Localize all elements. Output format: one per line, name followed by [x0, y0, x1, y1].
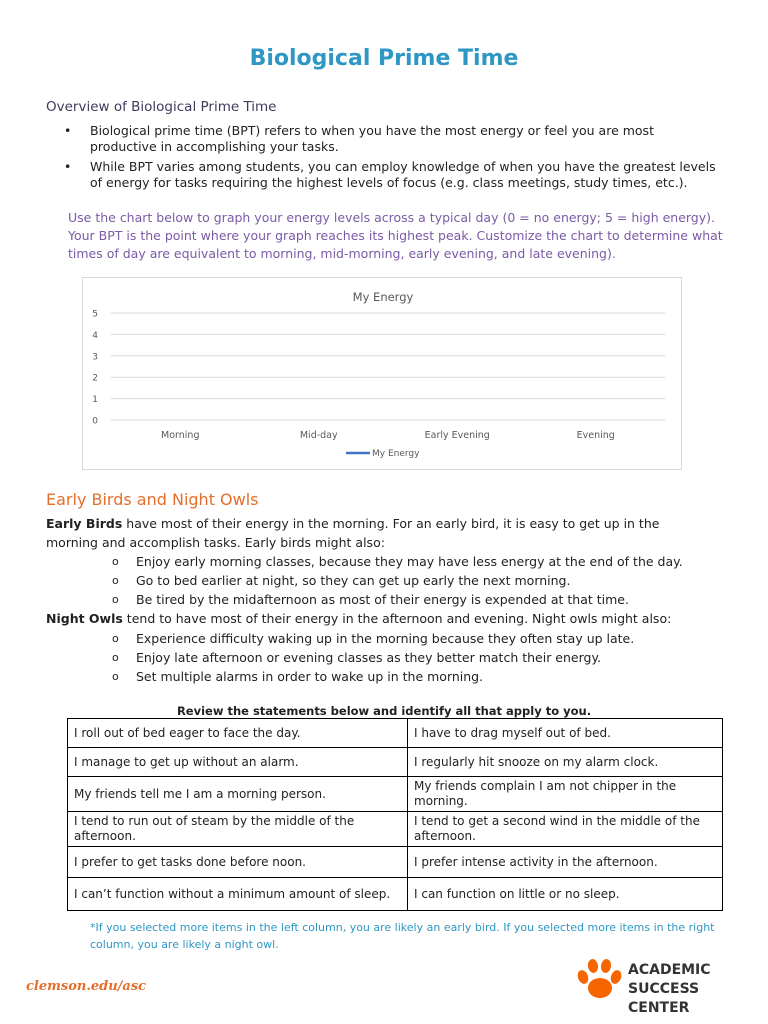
early-bird-statement[interactable]: I can’t function without a minimum amount of sleep.	[68, 878, 408, 911]
night-owl-statement[interactable]: My friends complain I am not chipper in the morning.	[408, 777, 723, 812]
table-row	[68, 847, 723, 878]
x-tick-label: Mid-day	[299, 430, 338, 441]
legend-label: My Energy	[372, 449, 420, 459]
overview-bullets	[64, 123, 724, 195]
early-birds-paragraph	[46, 514, 726, 552]
early-birds-label: Early Birds	[46, 516, 123, 531]
chart-title: My Energy	[352, 290, 414, 304]
table-row	[68, 812, 723, 847]
list-item: o Go to bed earlier at night, so they can get up early the next morning.	[112, 571, 712, 590]
night-owls-list	[112, 629, 712, 686]
x-tick-label: Evening	[576, 430, 615, 441]
table-row	[68, 777, 723, 812]
early-bird-statement[interactable]: I tend to run out of steam by the middle of the afternoon.	[68, 812, 408, 847]
y-tick-label: 3	[92, 352, 98, 363]
early-birds-night-owls-heading: Early Birds and Night Owls	[46, 490, 259, 509]
early-birds-text-1: have most of their energy in the morning. For an early bird, it is easy to get up in the	[122, 516, 660, 531]
page-title: Biological Prime Time	[249, 46, 519, 71]
early-birds-text-2: morning and accomplish tasks. Early birds might also:	[46, 535, 385, 550]
early-bird-statement[interactable]: I roll out of bed eager to face the day.	[68, 719, 408, 748]
logo-line-1: ACADEMIC	[628, 962, 711, 978]
list-item: o Set multiple alarms in order to wake up in the morning.	[112, 667, 712, 686]
night-owls-paragraph	[46, 609, 726, 628]
night-owl-statement[interactable]: I have to drag myself out of bed.	[408, 719, 723, 748]
energy-chart-svg	[83, 278, 683, 471]
y-tick-label: 4	[92, 330, 98, 341]
list-item: • Biological prime time (BPT) refers to when you have the most energy or feel you are most productive in accomplishing your tasks.	[64, 123, 724, 155]
list-item: o Enjoy late afternoon or evening classes as they better match their energy.	[112, 648, 712, 667]
list-item: o Experience difficulty waking up in the morning because they often stay up late.	[112, 629, 712, 648]
early-birds-list	[112, 552, 712, 609]
night-owl-statement[interactable]: I regularly hit snooze on my alarm clock.	[408, 748, 723, 777]
y-tick-label: 1	[92, 395, 98, 406]
night-owl-statement[interactable]: I prefer intense activity in the afternoon.	[408, 847, 723, 878]
night-owl-statement[interactable]: I tend to get a second wind in the middle of the afternoon.	[408, 812, 723, 847]
statements-caption: Review the statements below and identify all that apply to you.	[176, 704, 592, 718]
logo-text	[628, 961, 746, 1018]
early-bird-statement[interactable]: I prefer to get tasks done before noon.	[68, 847, 408, 878]
list-item: o Be tired by the midafternoon as most of their energy is expended at that time.	[112, 590, 712, 609]
energy-chart[interactable]	[82, 277, 682, 470]
statements-table	[67, 718, 723, 911]
night-owl-statement[interactable]: I can function on little or no sleep.	[408, 878, 723, 911]
early-bird-statement[interactable]: My friends tell me I am a morning person.	[68, 777, 408, 812]
night-owls-text: tend to have most of their energy in the afternoon and evening. Night owls might also:	[122, 611, 672, 626]
chart-instructions: Use the chart below to graph your energy levels across a typical day (0 = no energy; 5 = high energy). Your BPT is the point where your graph reaches its highest peak. Customize the chart to determine what times of day are equivalent to morning, mid-morning, early evening, and late evening).	[68, 210, 723, 261]
footnote: *If you selected more items in the left column, you are likely an early bird. If you selected more items in the right column, you are likely a night owl.	[90, 921, 715, 951]
x-tick-label: Early Evening	[424, 430, 490, 441]
y-tick-label: 0	[92, 416, 98, 427]
table-row	[68, 719, 723, 748]
list-item: o Enjoy early morning classes, because they may have less energy at the end of the day.	[112, 552, 712, 571]
table-row	[68, 748, 723, 777]
y-tick-label: 2	[92, 373, 98, 384]
tiger-paw-icon	[576, 957, 622, 1003]
x-tick-label: Morning	[161, 430, 200, 441]
table-row	[68, 878, 723, 911]
footer-url[interactable]: clemson.edu/asc	[26, 979, 147, 994]
night-owls-label: Night Owls	[46, 611, 123, 626]
list-item: • While BPT varies among students, you can employ knowledge of when you have the greatest levels of energy for tasks requiring the highest levels of focus (e.g. class meetings, study times, etc.).	[64, 159, 724, 191]
logo-line-2: SUCCESS CENTER	[628, 981, 700, 1016]
academic-success-center-logo	[576, 957, 746, 1016]
y-tick-label: 5	[92, 309, 98, 320]
early-bird-statement[interactable]: I manage to get up without an alarm.	[68, 748, 408, 777]
overview-heading: Overview of Biological Prime Time	[46, 99, 277, 115]
